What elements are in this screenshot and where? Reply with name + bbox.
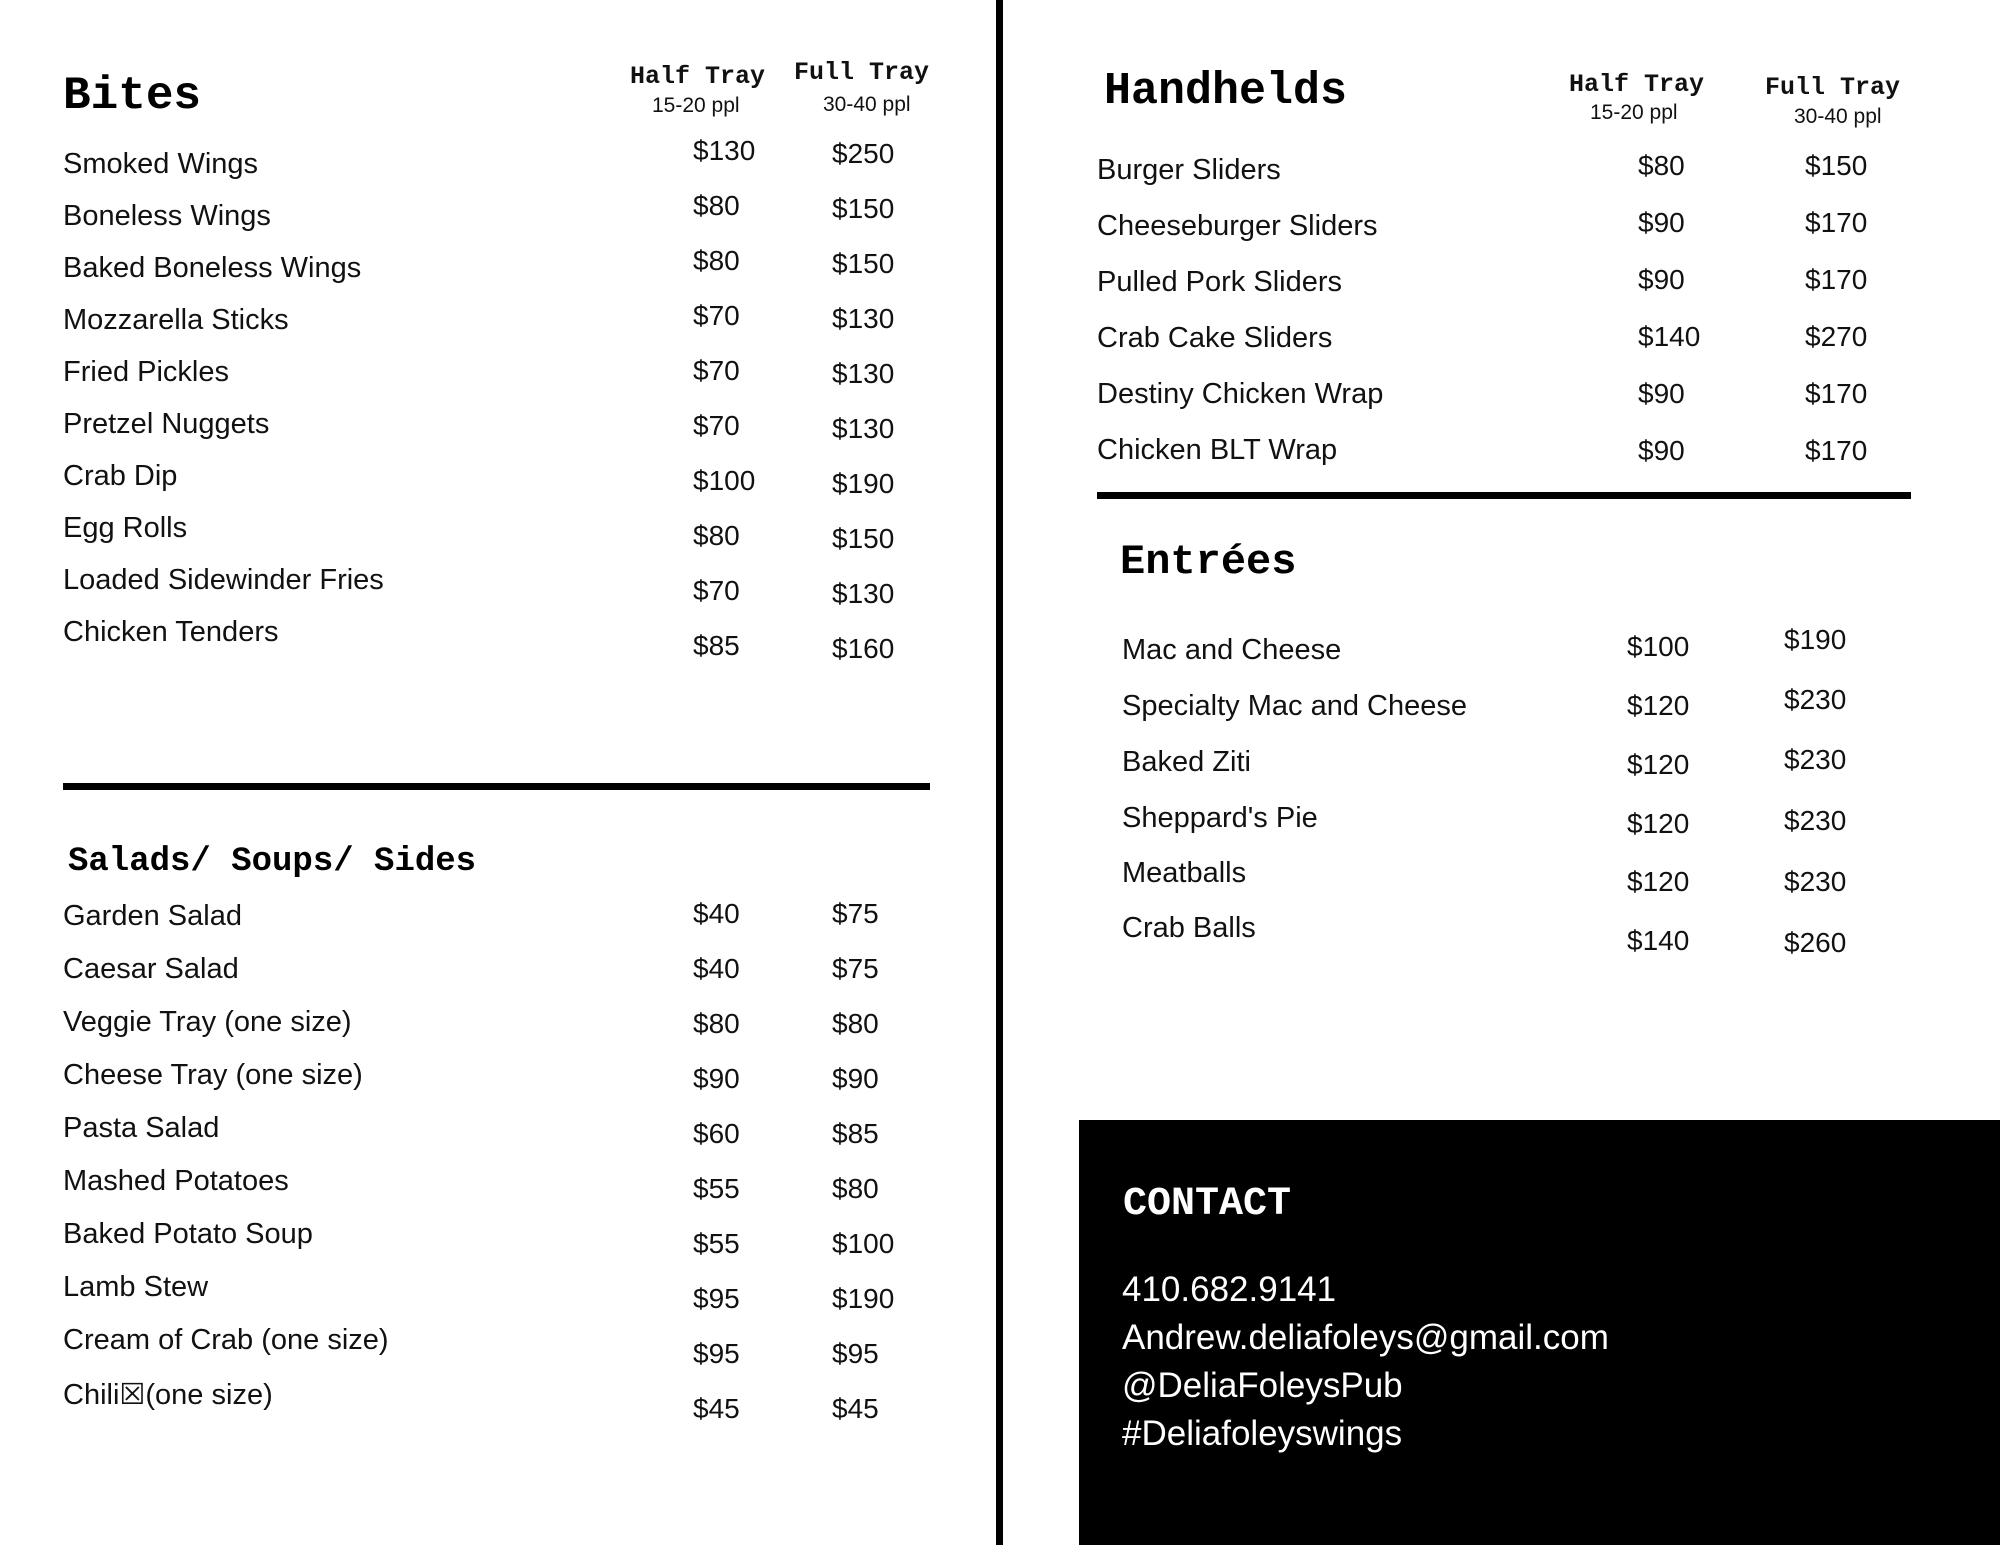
half-price: $95	[693, 1283, 740, 1314]
full-price: $150	[1805, 150, 1868, 181]
bites-full-ppl: 30-40 ppl	[823, 93, 911, 116]
item-name: Chicken Tenders	[63, 616, 279, 648]
full-price: $190	[832, 1283, 895, 1314]
full-price: $95	[832, 1338, 879, 1369]
item-name: Baked Ziti	[1122, 746, 1251, 778]
half-price: $140	[1638, 321, 1701, 352]
half-price: $80	[693, 245, 740, 276]
full-price: $230	[1784, 744, 1847, 775]
handhelds-full-ppl: 30-40 ppl	[1794, 105, 1882, 128]
contact-email[interactable]: Andrew.deliafoleys@gmail.com	[1122, 1318, 1609, 1357]
item-name: Meatballs	[1122, 857, 1247, 889]
half-price: $90	[1638, 378, 1685, 409]
half-price: $60	[693, 1118, 740, 1149]
handhelds-full-tray-header: Full Tray	[1765, 73, 1901, 102]
full-price: $190	[832, 468, 895, 499]
full-price: $170	[1805, 207, 1868, 238]
item-name: Fried Pickles	[63, 356, 229, 388]
half-price: $70	[693, 300, 740, 331]
item-name: Veggie Tray (one size)	[63, 1006, 352, 1038]
half-price: $100	[693, 465, 756, 496]
item-name: Boneless Wings	[63, 200, 271, 232]
half-price: $55	[693, 1228, 740, 1259]
full-price: $130	[832, 358, 895, 389]
half-price: $70	[693, 410, 740, 441]
item-name: Destiny Chicken Wrap	[1097, 378, 1384, 410]
item-name: Specialty Mac and Cheese	[1122, 690, 1467, 722]
item-name: Pasta Salad	[63, 1112, 220, 1144]
bites-divider	[63, 783, 930, 790]
half-price: $120	[1627, 808, 1690, 839]
full-price: $130	[832, 413, 895, 444]
item-name: Sheppard's Pie	[1122, 802, 1318, 834]
item-name: Pretzel Nuggets	[63, 408, 270, 440]
handhelds-title: Handhelds	[1104, 66, 1348, 117]
contact-hashtag[interactable]: #Deliafoleyswings	[1122, 1414, 1403, 1453]
half-price: $130	[693, 135, 756, 166]
entrees-title: Entrées	[1120, 538, 1297, 586]
item-name: Chicken BLT Wrap	[1097, 434, 1338, 466]
half-price: $120	[1627, 690, 1690, 721]
full-price: $230	[1784, 684, 1847, 715]
item-name: Cheeseburger Sliders	[1097, 210, 1378, 242]
contact-phone[interactable]: 410.682.9141	[1122, 1270, 1337, 1309]
full-price: $170	[1805, 378, 1868, 409]
contact-title: CONTACT	[1123, 1182, 1292, 1227]
full-price: $130	[832, 303, 895, 334]
item-name: Smoked Wings	[63, 148, 259, 180]
full-price: $100	[832, 1228, 895, 1259]
half-price: $55	[693, 1173, 740, 1204]
full-price: $80	[832, 1008, 879, 1039]
item-name: Baked Boneless Wings	[63, 252, 362, 284]
item-name: Baked Potato Soup	[63, 1218, 313, 1250]
item-name: Loaded Sidewinder Fries	[63, 564, 384, 596]
full-price: $160	[832, 633, 895, 664]
half-price: $80	[693, 190, 740, 221]
full-price: $230	[1784, 866, 1847, 897]
bites-half-tray-header: Half Tray	[630, 62, 766, 91]
half-price: $40	[693, 898, 740, 929]
item-name: Caesar Salad	[63, 953, 239, 985]
item-name: Mashed Potatoes	[63, 1165, 289, 1197]
full-price: $250	[832, 138, 895, 169]
half-price: $90	[693, 1063, 740, 1094]
full-price: $75	[832, 898, 879, 929]
half-price: $40	[693, 953, 740, 984]
full-price: $80	[832, 1173, 879, 1204]
full-price: $150	[832, 523, 895, 554]
handhelds-half-tray-header: Half Tray	[1569, 70, 1705, 99]
bites-half-ppl: 15-20 ppl	[652, 94, 740, 117]
salads-title: Salads/ Soups/ Sides	[68, 843, 477, 881]
item-name: Crab Dip	[63, 460, 178, 492]
half-price: $140	[1627, 925, 1690, 956]
full-price: $75	[832, 953, 879, 984]
half-price: $70	[693, 575, 740, 606]
item-name: Pulled Pork Sliders	[1097, 266, 1342, 298]
full-price: $45	[832, 1393, 879, 1424]
half-price: $90	[1638, 207, 1685, 238]
item-name: Burger Sliders	[1097, 154, 1281, 186]
item-name: Crab Cake Sliders	[1097, 322, 1333, 354]
item-name: Cream of Crab (one size)	[63, 1324, 389, 1356]
handhelds-half-ppl: 15-20 ppl	[1590, 101, 1678, 124]
half-price: $80	[693, 520, 740, 551]
full-price: $230	[1784, 805, 1847, 836]
full-price: $170	[1805, 264, 1868, 295]
item-name: Mozzarella Sticks	[63, 304, 289, 336]
half-price: $120	[1627, 749, 1690, 780]
full-price: $270	[1805, 321, 1868, 352]
item-name: Mac and Cheese	[1122, 634, 1342, 666]
item-name: Garden Salad	[63, 900, 242, 932]
half-price: $70	[693, 355, 740, 386]
item-name: Chili☒(one size)	[63, 1379, 273, 1411]
bites-full-tray-header: Full Tray	[794, 58, 930, 87]
half-price: $90	[1638, 264, 1685, 295]
item-name: Cheese Tray (one size)	[63, 1059, 363, 1091]
contact-panel	[1079, 1120, 2000, 1545]
item-name: Egg Rolls	[63, 512, 188, 544]
half-price: $95	[693, 1338, 740, 1369]
contact-social-handle[interactable]: @DeliaFoleysPub	[1122, 1366, 1403, 1405]
full-price: $190	[1784, 624, 1847, 655]
full-price: $90	[832, 1063, 879, 1094]
half-price: $80	[693, 1008, 740, 1039]
half-price: $100	[1627, 631, 1690, 662]
half-price: $85	[693, 630, 740, 661]
half-price: $45	[693, 1393, 740, 1424]
item-name: Crab Balls	[1122, 912, 1256, 944]
half-price: $90	[1638, 435, 1685, 466]
column-divider	[996, 0, 1003, 1545]
bites-title: Bites	[63, 70, 202, 122]
full-price: $260	[1784, 927, 1847, 958]
full-price: $130	[832, 578, 895, 609]
full-price: $150	[832, 248, 895, 279]
full-price: $170	[1805, 435, 1868, 466]
item-name: Lamb Stew	[63, 1271, 209, 1303]
half-price: $80	[1638, 150, 1685, 181]
full-price: $150	[832, 193, 895, 224]
full-price: $85	[832, 1118, 879, 1149]
handhelds-divider	[1097, 492, 1911, 499]
half-price: $120	[1627, 866, 1690, 897]
